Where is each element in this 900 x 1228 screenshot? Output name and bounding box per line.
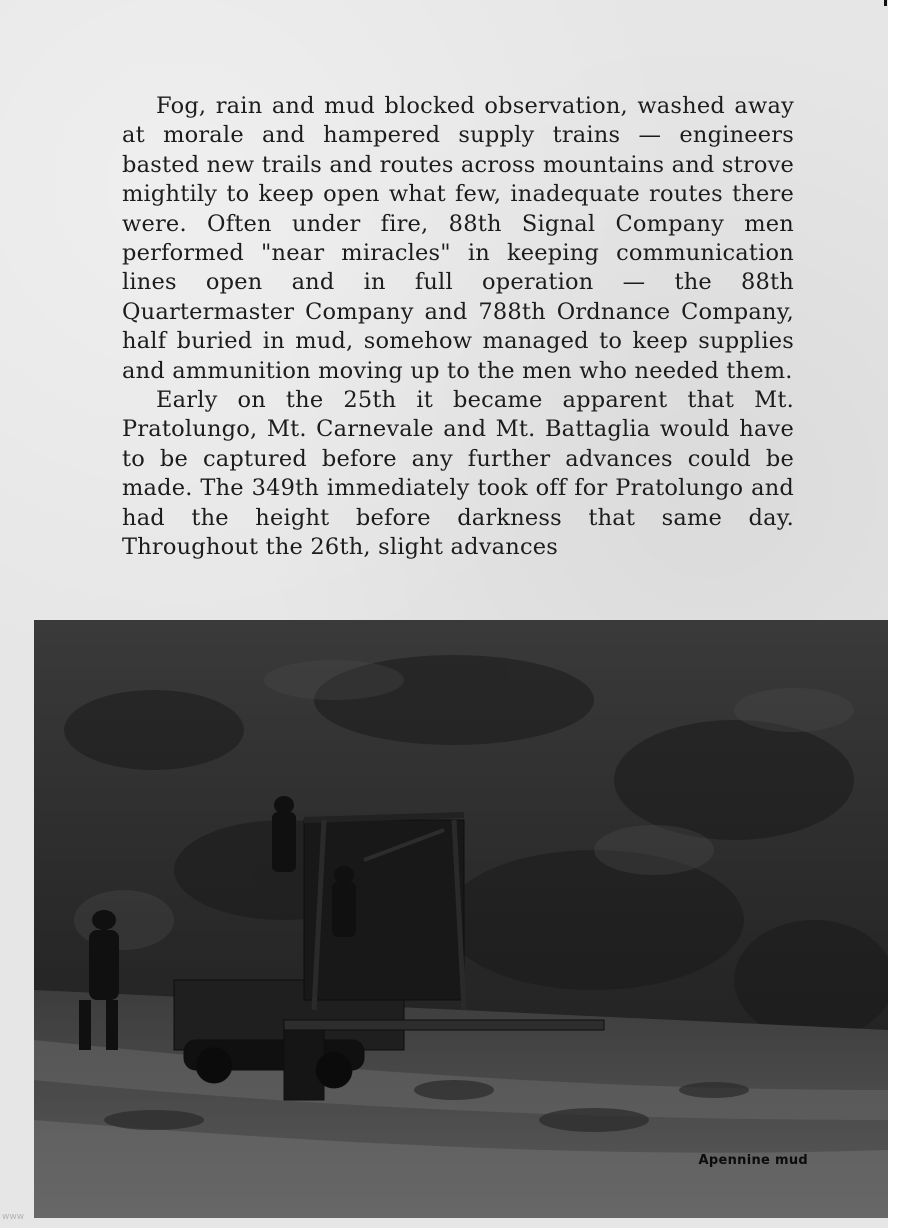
paragraph-2: Early on the 25th it became apparent that Mt. Pratolungo, Mt. Carnevale and Mt. Battaglia would have to be captured before any further advances could be made. The 349th immediately took off for Pratolungo and had the height before darkness that same day. Throughout the 26th, slight advances	[122, 387, 794, 561]
paragraph-1: Fog, rain and mud blocked observation, washed away at morale and hampered supply trains — engineers basted new trails and routes across mountains and strove mightily to keep open what few, inadequate routes there were. Often under fire, 88th Signal Company men performed "near miracles" in keeping communication lines open and in full operation — the 88th Quartermaster Company and 788th Ordnance Company, half buried in mud, somehow managed to keep supplies and ammunition moving up to the men who needed them.	[122, 93, 794, 384]
right-margin	[888, 0, 900, 1228]
article-text	[122, 92, 794, 563]
corner-mark	[884, 0, 887, 6]
apennine-mud-photo	[34, 620, 888, 1218]
photo-illustration	[34, 620, 888, 1218]
photo-caption: Apennine mud	[698, 1153, 808, 1168]
watermark: www	[2, 1212, 25, 1222]
